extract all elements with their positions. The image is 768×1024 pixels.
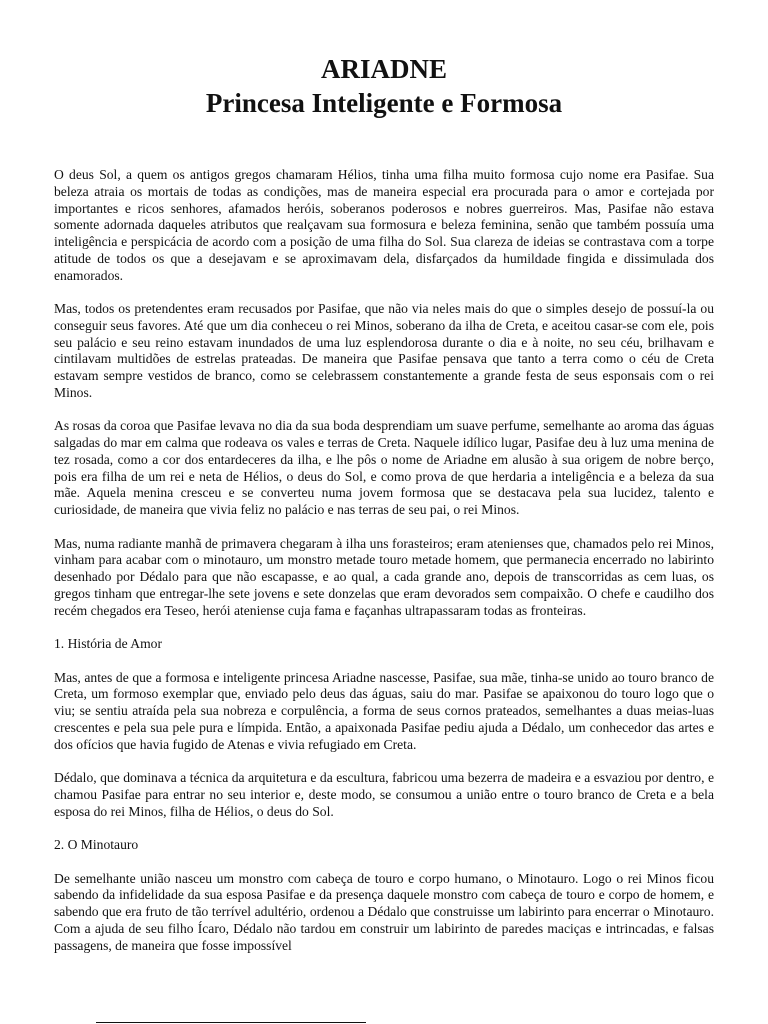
paragraph: Mas, numa radiante manhã de primavera chegaram à ilha uns forasteiros; eram atenienses que, chamados pelo rei Minos, vinham para acabar com o minotauro, um monstro metade touro metade homem, que permanecia encerrado no labirinto desenhado por Dédalo para que não escapasse, e ao qual, a cada grande ano, depois de transcorridas as cem luas, os gregos tinham que entregar-lhe sete jovens e sete donzelas que eram devorados sem compaixão. O chefe e caudilho dos recém chegados era Teseo, herói ateniense cuja fama e façanhas ultrapassaram todas as fronteiras. xyxy=(54,535,714,618)
document-title: ARIADNE xyxy=(320,54,447,84)
footnote-separator xyxy=(96,1022,366,1023)
document-subtitle: Princesa Inteligente e Formosa xyxy=(205,88,563,118)
section-heading-historia-de-amor: 1. História de Amor xyxy=(54,636,162,651)
paragraph: Mas, todos os pretendentes eram recusados por Pasifae, que não via neles mais do que o simples desejo de possuí-la ou conseguir seus favores. Até que um dia conheceu o rei Minos, soberano da ilha de Creta, e aceitou casar-se com ele, pois seu palácio e seu reino estavam inundados de uma luz esplendorosa durante o dia e à noite, no seu céu, brilhavam e cintilavam multidões de estrelas prateadas. De maneira que Pasifae pensava que tanto a terra como o céu de Creta estavam sempre vestidos de branco, como se celebrassem constantemente a grande festa de seus esponsais com o rei Minos. xyxy=(54,301,714,400)
paragraph: Mas, antes de que a formosa e inteligente princesa Ariadne nascesse, Pasifae, sua mãe, tinha-se unido ao touro branco de Creta, um formoso exemplar que, enviado pelo deus das águas, saiu do mar. Pasifae se apaixonou do touro logo que o viu; se sentiu atraída pela sua nobreza e corpulência, a forma de seus cornos prateados, semelhantes a duas meias-luas crescentes e pela sua pele pura e límpida. Então, a apaixonada Pasifae pediu ajuda a Dédalo, um conhecedor das artes e dos ofícios que havia fugido de Atenas e vivia refugiado em Creta. xyxy=(54,669,714,752)
document-body xyxy=(54,167,714,954)
paragraph: As rosas da coroa que Pasifae levava no dia da sua boda desprendiam um suave perfume, semelhante ao aroma das águas salgadas do mar em calma que rodeava os vales e terras de Creta. Naquele idílico lugar, Pasifae deu à luz uma menina de tez rosada, como a cor dos entardeceres da ilha, e lhe pôs o nome de Ariadne em alusão à sua origem de nobre berço, pois era filha de um rei e neta de Hélios, o deus do Sol, e como prova de que herdaria a inteligência e a beleza da sua mãe. Aquela menina cresceu e se converteu numa jovem formosa que se destacava pela sua lucidez, talento e curiosidade, de maneira que vivia feliz no palácio e nas terras de seu pai, o rei Minos. xyxy=(54,418,714,517)
paragraph: O deus Sol, a quem os antigos gregos chamaram Hélios, tinha uma filha muito formosa cujo nome era Pasifae. Sua beleza atraia os mortais de todas as condições, mas de maneira especial era procurada para o amor e cortejada por importantes e ricos senhores, afamados heróis, soberanos poderosos e nobres guerreiros. Mas, Pasifae não estava somente adornada daqueles atributos que realçavam sua formosura e beleza feminina, senão que também possuía uma inteligência e perspicácia de acordo com a posição de uma filha do Sol. Sua clareza de ideias se contrastava com a torpe atitude de todos os que a desejavam e se aproximavam dela, disfarçados da humildade fingida e dissimulada dos enamorados. xyxy=(54,167,714,283)
paragraph: Dédalo, que dominava a técnica da arquitetura e da escultura, fabricou uma bezerra de madeira e a esvaziou por dentro, e chamou Pasifae para entrar no seu interior e, deste modo, se consumou a união entre o touro branco de Creta e a bela esposa do rei Minos, filha de Hélios, o deus do Sol. xyxy=(54,770,714,819)
paragraph: De semelhante união nasceu um monstro com cabeça de touro e corpo humano, o Minotauro. Logo o rei Minos ficou sabendo da infidelidade da sua esposa Pasifae e da presença daquele monstro com cabeça de touro e corpo de homem, e sabendo que era fruto de tão terrível adultério, ordenou a Dédalo que construisse um labirinto para encerrar o Minotauro. Com a ajuda de seu filho Ícaro, Dédalo não tardou em construir um labirinto de paredes maciças e intrincadas, e falsas passagens, de maneira que fosse impossível xyxy=(54,870,714,953)
section-heading-o-minotauro: 2. O Minotauro xyxy=(54,837,139,852)
